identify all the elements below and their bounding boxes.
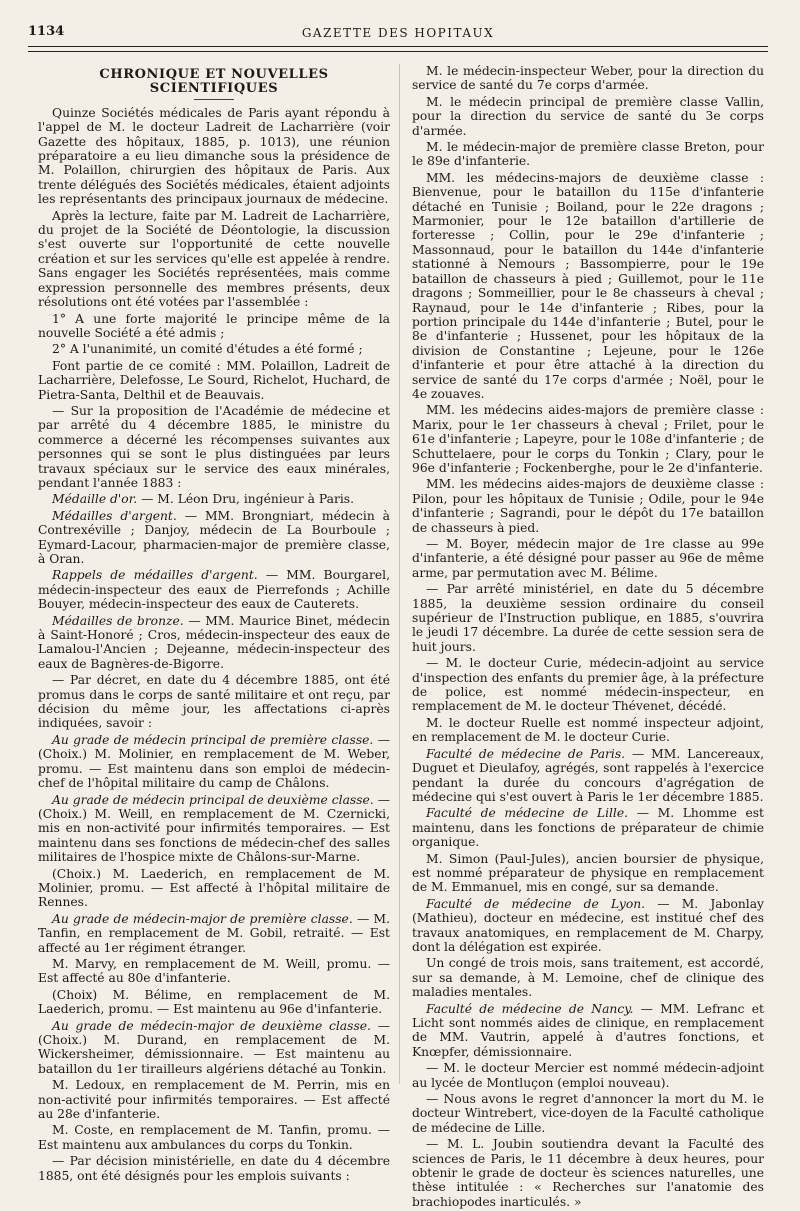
paragraph-label: Médailles d'argent. (52, 508, 177, 523)
paragraph: — Par arrêté ministériel, en date du 5 décembre 1885, la deuxième session ordinaire du conseil supérieur de l'Instruction publique, en 1885, s'ouvrira le jeudi 17 décembre. La durée de cette session sera de huit jours. (412, 582, 764, 654)
paragraph: M. Ledoux, en remplacement de M. Perrin, mis en non-activité pour infirmités temporaires. — Est affecté au 28e d'infanterie. (38, 1078, 390, 1122)
paragraph: M. le médecin-major de première classe Breton, pour le 89e d'infanterie. (412, 140, 764, 169)
paragraph-text: — MM. Bourgarel, médecin-inspecteur des eaux de Pierrefonds ; Achille Bouyer, médecin-inspecteur des eaux de Cauterets. (38, 568, 390, 612)
paragraph-label: Rappels de médailles d'argent. (52, 568, 258, 583)
paragraph-text: — (Choix.) M. Molinier, en remplacement de M. Weber, promu. — Est maintenu dans son emploi de médecin-chef de l'hôpital militaire du camp de Châlons. (38, 732, 390, 791)
paragraph: — Par décret, en date du 4 décembre 1885, ont été promus dans le corps de santé militaire et ont reçu, par décision du même jour, les affectations ci-après indiquées, savoir : (38, 673, 390, 731)
paragraph: Un congé de trois mois, sans traitement, est accordé, sur sa demande, à M. Lemoine, chef de clinique des maladies mentales. (412, 956, 764, 1000)
paragraph-text: — MM. Brongniart, médecin à Contrexéville ; Danjoy, médecin de La Bourboule ; Eymard-Lacour, pharmacien-major de première classe, à Oran. (38, 508, 391, 566)
paragraph-label: Faculté de médecine de Lyon. (426, 896, 646, 911)
paragraph: M. le médecin principal de première classe Vallin, pour la direction du service de santé du 3e corps d'armée. (412, 94, 764, 138)
paragraph: — Sur la proposition de l'Académie de médecine et par arrêté du 4 décembre 1885, le ministre du commerce a décerné les récompenses suivantes aux personnes qui se sont le plus distinguées par leurs travaux spéciaux sur le service des eaux minérales, pendant l'année 1883 : (38, 403, 390, 490)
paragraph-label: Médaille d'or. (52, 492, 138, 507)
paragraph-text: — MM. Lefranc et Licht sont nommés aides de clinique, en remplacement de MM. Vautrin, appelé à d'autres fonctions, et Knœpfer, démissionnaire. (412, 1001, 764, 1059)
paragraph: M. le médecin-inspecteur Weber, pour la direction du service de santé du 7e corps d'armée. (412, 64, 764, 93)
paragraph-text: — M. Tanfin, en remplacement de M. Gobil, retraité. — Est affecté au 1er régiment étranger. (38, 911, 390, 955)
section-title: CHRONIQUE ET NOUVELLES SCIENTIFIQUES (99, 67, 329, 97)
paragraph (38, 509, 390, 567)
paragraph (38, 492, 390, 506)
paragraph: Font partie de ce comité : MM. Polaillon, Ladreit de Lacharrière, Delefosse, Le Sourd, Richelot, Huchard, de Pietra-Santa, Delthil et de Beauvais. (38, 358, 390, 402)
paragraph-label: Au grade de médecin principal de première classe. (52, 732, 374, 747)
paragraph: MM. les médecins aides-majors de première classe : Marix, pour le 1er chasseurs à cheval ; Frilet, pour le 61e d'infanterie ; Lapeyre, pour le 108e d'infanterie ; de Schuttelaere, pour le corps du Tonkin ; Clary, pour le 96e d'infanterie ; Fockenberghe, pour le 2e d'infanterie. (412, 403, 764, 475)
paragraph-text: — M. Jabonlay (Mathieu), docteur en médecine, est institué chef des travaux anatomiques, en remplacement de M. Charpy, dont la délégation est expirée. (412, 896, 764, 954)
paragraph: — M. le docteur Mercier est nommé médecin-adjoint au lycée de Montluçon (emploi nouveau). (412, 1061, 764, 1090)
paragraph-label: Au grade de médecin-major de première classe. (52, 911, 353, 926)
paragraph (38, 568, 390, 611)
paragraph (38, 912, 390, 955)
paragraph-text: — (Choix.) M. Durand, en remplacement de M. Wickersheimer, démissionnaire. — Est maintenu au bataillon du 1er tirailleurs algériens détaché au Tonkin. (38, 1018, 390, 1076)
paragraph: — M. L. Joubin soutiendra devant la Faculté des sciences de Paris, le 11 décembre à deux heures, pour obtenir le grade de docteur ès sciences naturelles, une thèse intitulée : « Recherches sur l'anatomie des brachiopodes inarticulés. » (412, 1137, 764, 1209)
paragraph-label: Faculté de médecine de Nancy. (426, 1001, 634, 1016)
paragraph: M. Coste, en remplacement de M. Tanfin, promu. — Est maintenu aux ambulances du corps du Tonkin. (38, 1123, 390, 1152)
paragraph (38, 614, 390, 672)
paragraph: 2° A l'unanimité, un comité d'études a été formé ; (52, 342, 363, 357)
header-rule-thin (28, 51, 768, 52)
paragraph (412, 806, 764, 849)
paragraph: M. le docteur Ruelle est nommé inspecteur adjoint, en remplacement de M. le docteur Curie. (412, 715, 764, 745)
paragraph: MM. les médecins aides-majors de deuxième classe : Pilon, pour les hôpitaux de Tunisie ; Odile, pour le 94e d'infanterie ; Sagrandi, pour le dépôt du 17e bataillon de chasseurs à pied. (412, 477, 764, 535)
paragraph: (Choix) M. Bélime, en remplacement de M. Laederich, promu. — Est maintenu au 96e d'infanterie. (38, 987, 390, 1017)
paragraph-label: Médailles de bronze. (52, 613, 184, 628)
column-divider (399, 64, 400, 1084)
paragraph (412, 1002, 764, 1060)
paragraph (38, 793, 390, 865)
page-header (28, 20, 768, 60)
paragraph-label: Faculté de médecine de Lille. (426, 806, 629, 821)
running-title: GAZETTE DES HOPITAUX (301, 26, 495, 40)
header-rule (28, 46, 768, 47)
paragraph-label: Au grade de médecin principal de deuxième classe. (52, 792, 374, 807)
paragraph: — M. le docteur Curie, médecin-adjoint au service d'inspection des enfants du premier âge, à la préfecture de police, est nommé médecin-inspecteur, en remplacement de M. le docteur Thévenet, décédé. (412, 656, 764, 714)
page-number: 1134 (28, 24, 65, 39)
paragraph-text: — (Choix.) M. Weill, en remplacement de M. Czernicki, mis en non-activité pour infirmités temporaires. — Est maintenu dans ses fonctions de médecin-chef des salles militaires de l'hospice mixte de Châlons-sur-Marne. (38, 792, 390, 865)
section-rule (194, 99, 234, 100)
paragraph: — Par décision ministérielle, en date du 4 décembre 1885, ont été désignés pour les emplois suivants : (38, 1154, 390, 1183)
paragraph: (Choix.) M. Laederich, en remplacement de M. Molinier, promu. — Est affecté à l'hôpital militaire de Rennes. (38, 866, 390, 910)
paragraph: — M. Boyer, médecin major de 1re classe au 99e d'infanterie, a été désigné pour passer au 96e de même arme, par permutation avec M. Bélime. (412, 537, 764, 580)
paragraph: — Nous avons le regret d'annoncer la mort du M. le docteur Wintrebert, vice-doyen de la Faculté catholique de médecine de Lille. (412, 1092, 764, 1135)
paragraph: M. Marvy, en remplacement de M. Weill, promu. — Est affecté au 80e d'infanterie. (38, 956, 390, 986)
paragraph-text: — MM. Lancereaux, Duguet et Dieulafoy, agrégés, sont rappelés à l'exercice pendant la durée du concours d'agrégation de médecine qui s'est ouvert à Paris le 1er décembre 1885. (412, 746, 764, 804)
paragraph-text: — MM. Maurice Binet, médecin à Saint-Honoré ; Cros, médecin-inspecteur des eaux de Lamalou-l'Ancien ; Dejeanne, médecin-inspecteur des eaux de Bagnères-de-Bigorre. (38, 613, 390, 671)
paragraph-text: — M. Léon Dru, ingénieur à Paris. (141, 492, 355, 507)
paragraph (412, 747, 764, 805)
right-column (412, 64, 764, 1211)
paragraph-label: Faculté de médecine de Paris. (426, 746, 626, 761)
paragraph: MM. les médecins-majors de deuxième classe : Bienvenue, pour le bataillon du 115e d'infanterie détaché en Tunisie ; Boiland, pour le 22e dragons ; Marmonier, pour le 12e bataillon d'artillerie de forteresse ; Collin, pour le 29e d'infanterie ; Massonnaud, pour le bataillon du 144e d'infanterie stationné à Nemours ; Bassompierre, pour le 19e bataillon de chasseurs à pied ; Guillemot, pour le 11e dragons ; Sommeillier, pour le 8e chasseurs à cheval ; Raynaud, pour le 14e d'infanterie ; Ribes, pour la portion principale du 144e d'infanterie ; Butel, pour le 8e d'infanterie ; Hussenet, pour les hôpitaux de la division de Constantine ; Lejeune, pour le 126e d'infanterie et pour être attaché à la direction du service de santé du 17e corps d'armée ; Noël, pour le 4e zouaves. (412, 170, 764, 401)
paragraph (38, 733, 390, 791)
paragraph (412, 897, 764, 955)
paragraph (38, 1019, 390, 1077)
paragraph: 1° A une forte majorité le principe même de la nouvelle Société a été admis ; (38, 311, 390, 340)
left-column (38, 64, 390, 1185)
paragraph: Après la lecture, faite par M. Ladreit de Lacharrière, du projet de la Société de Déontologie, la discussion s'est ouverte sur l'opportunité de cette nouvelle création et sur les services qu'elle est appelée à rendre. Sans engager les Sociétés représentées, mais comme expression personnelle des membres présents, deux résolutions ont été votées par l'assemblée : (38, 208, 390, 310)
paragraph-text: — M. Lhomme est maintenu, dans les fonctions de préparateur de chimie organique. (412, 806, 764, 850)
paragraph: Quinze Sociétés médicales de Paris ayant répondu à l'appel de M. le docteur Ladreit de Lacharrière (voir Gazette des hôpitaux, 1885, p. 1013), une réunion préparatoire a eu lieu dimanche sous la présidence de M. Polaillon, chirurgien des hôpitaux de Paris. Aux trente délégués des Sociétés médicales, étaient adjoints les représentants des principaux journaux de médecine. (38, 105, 390, 207)
paragraph-label: Au grade de médecin-major de deuxième classe. (52, 1018, 371, 1033)
paragraph: M. Simon (Paul-Jules), ancien boursier de physique, est nommé préparateur de physique en remplacement de M. Emmanuel, mis en congé, sur sa demande. (412, 851, 764, 895)
